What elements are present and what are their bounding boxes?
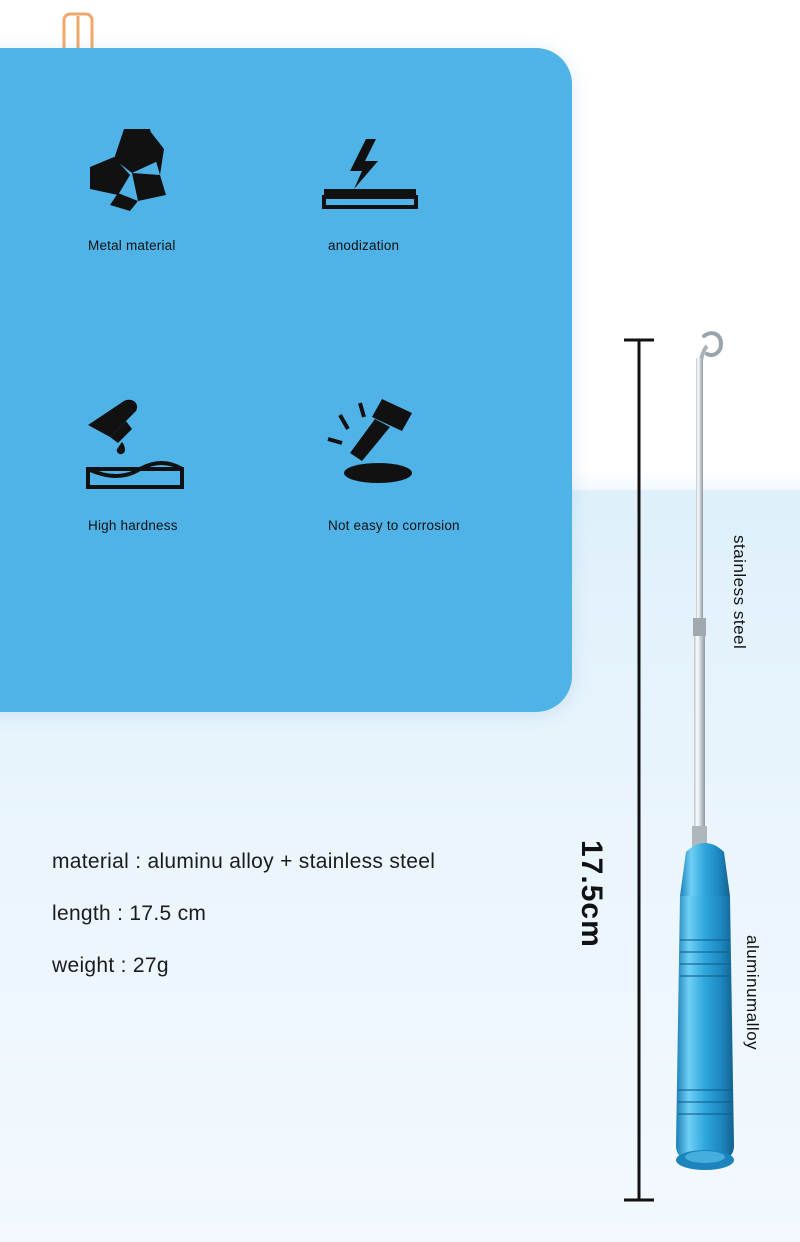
liquid-drop-surface-icon — [60, 378, 300, 508]
spec-list — [52, 850, 572, 1006]
part-label-handle: aluminumalloy — [743, 935, 762, 1051]
hammer-strike-icon — [300, 378, 540, 508]
tool-svg — [600, 300, 800, 1220]
feature-item — [60, 108, 300, 378]
spec-weight: weight : 27g — [52, 954, 169, 977]
feature-item — [300, 378, 540, 648]
dimension-label: 17.5cm — [575, 840, 608, 948]
dimension-arrow — [624, 340, 654, 1200]
tool-illustration — [600, 300, 800, 1220]
feature-label: Metal material — [88, 238, 176, 253]
feature-label: anodization — [328, 238, 400, 253]
spec-material: material : aluminu alloy + stainless steel — [52, 850, 436, 873]
feature-label: High hardness — [88, 518, 178, 533]
electric-bolt-bar-icon — [300, 108, 540, 238]
feature-item — [300, 108, 540, 378]
crystal-gem-icon — [60, 108, 300, 238]
feature-item — [60, 378, 300, 648]
part-label-tip: stainless steel — [730, 535, 749, 650]
tool-handle — [676, 843, 734, 1170]
feature-card — [0, 48, 572, 712]
spec-length: length : 17.5 cm — [52, 902, 207, 925]
feature-grid — [60, 108, 540, 648]
tool-shaft — [692, 333, 721, 854]
feature-label: Not easy to corrosion — [328, 518, 460, 533]
